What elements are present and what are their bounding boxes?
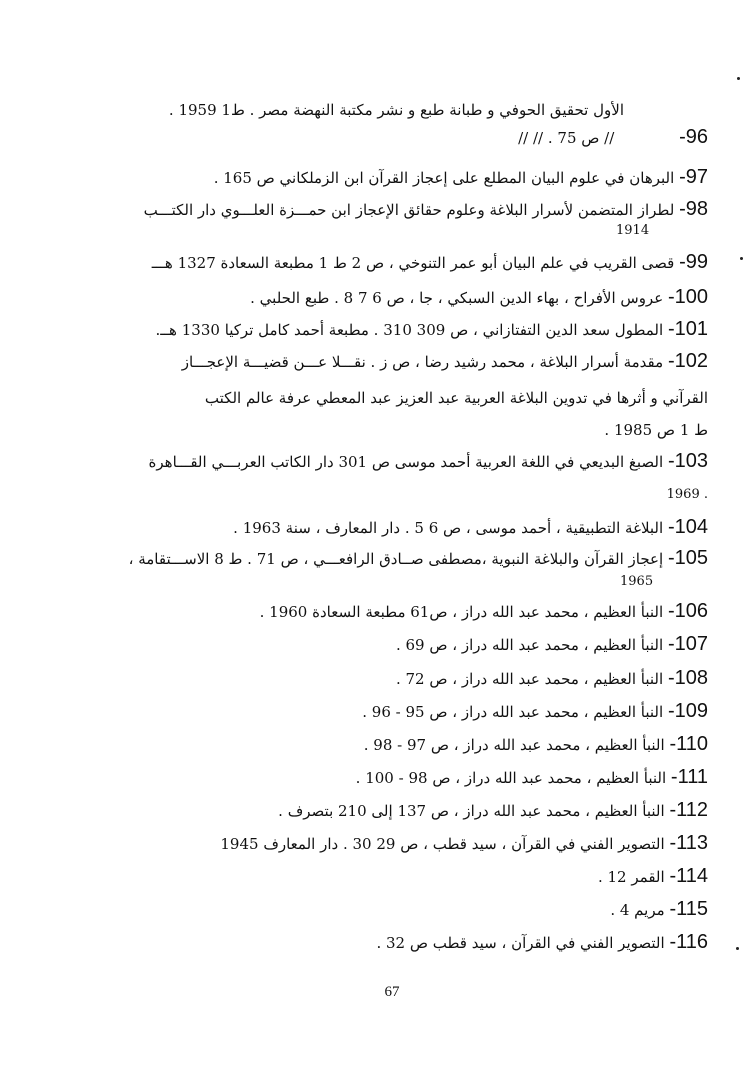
entry-108 [396,668,708,689]
entry-105 [129,548,708,569]
entry-text: التصوير الفني في القرآن ، سيد قطب ص 32 . [376,934,665,952]
entry-107 [396,634,708,655]
entry-number: 110- [669,733,708,755]
entry-number: 98- [679,198,708,220]
entry-number: 101- [667,318,708,340]
entry-text: المطول سعد الدين التفتازاني ، ص 309 310 . مطبعة أحمد كامل تركيا 1330 هــ. [155,321,664,339]
entry-number: 106- [667,600,708,622]
entry-number: 99- [679,251,708,273]
entry-number: 107- [667,633,708,655]
entry-116 [376,932,708,953]
entry-text: مقدمة أسرار البلاغة ، محمد رشيد رضا ، ص ز . نقـــلا عـــن قضيـــة الإعجـــاز [181,353,664,371]
entry-number: 111- [670,766,708,788]
entry-text: القمر 12 . [597,868,665,886]
entry-113 [220,833,708,854]
entry-text: النبأ العظيم ، محمد عبد الله دراز ، ص 69 . [395,636,664,654]
entry-text: البرهان في علوم البيان المطلع على إعجاز القرآن ابن الزملكاني ص 165 . [213,169,675,187]
entry-number: 96- [679,126,708,148]
entry-text: النبأ العظيم ، محمد عبد الله دراز ، ص61 مطبعة السعادة 1960 . [259,603,664,621]
entry-number: 97- [679,166,708,188]
entry-text: النبأ العظيم ، محمد عبد الله دراز ، ص 137 إلى 210 بتصرف . [278,802,665,820]
scan-mark [740,257,743,260]
entry-text: النبأ العظيم ، محمد عبد الله دراز ، ص 98 - 100 . [355,769,667,787]
entry-number: 100- [667,286,708,308]
entry-105-continuation: 1965 [620,574,654,589]
entry-97 [214,167,708,188]
entry-number: 109- [667,700,708,722]
entry-number: 108- [667,667,708,689]
entry-99 [152,252,708,273]
entry-96 [518,127,708,148]
entry-text: إعجاز القرآن والبلاغة النبوية ،مصطفى صــادق الرافعـــي ، ص 71 . ط 8 الاســـتقامة ، [128,550,664,568]
entry-98-continuation: 1914 [616,223,650,238]
entry-95-continuation: الأول تحقيق الحوفي و طبانة طبع و نشر مكتبة النهضة مصر . ط1 1959 . [168,101,624,119]
entry-text: الصبغ البديعي في اللغة العربية أحمد موسى ص 301 دار الكاتب العربـــي القـــاهرة [148,453,664,471]
entry-109 [362,701,708,722]
entry-number: 113- [669,832,708,854]
entry-text: قصى القريب في علم البيان أبو عمر التنوخي ، ص 2 ط 1 مطبعة السعادة 1327 هـــ [151,254,675,272]
entry-100 [250,287,708,308]
entry-102-continuation-1: القرآني و أثرها في تدوين البلاغة العربية عبد العزيز عبد المعطي عرفة عالم الكتب [204,389,708,407]
entry-102-continuation-2: ط 1 ص 1985 . [604,421,708,439]
entry-text: النبأ العظيم ، محمد عبد الله دراز ، ص 95 - 96 . [362,703,664,721]
entry-111 [356,767,708,788]
entry-number: 114- [669,865,708,887]
entry-103 [149,451,708,472]
entry-number: 104- [667,516,708,538]
entry-112 [278,800,708,821]
scan-mark [736,947,739,950]
entry-number: 112- [669,799,708,821]
entry-number: 102- [667,350,708,372]
entry-number: 103- [667,450,708,472]
page-number: 67 [384,984,400,1000]
entry-101 [155,319,708,340]
entry-text: البلاغة التطبيقية ، أحمد موسى ، ص 6 5 . دار المعارف ، سنة 1963 . [233,519,664,537]
entry-number: 105- [667,547,708,569]
entry-text: النبأ العظيم ، محمد عبد الله دراز ، ص 97 - 98 . [363,736,665,754]
scan-mark [737,77,740,80]
entry-114 [598,866,708,887]
entry-103-continuation: 1969 . [666,487,708,502]
entry-text: مريم 4 . [610,901,665,919]
entry-104 [233,517,708,538]
entry-number: 115- [669,898,708,920]
entry-number: 116- [669,931,708,953]
entry-text: عروس الأفراح ، بهاء الدين السبكي ، جا ، ص 6 7 8 . طبع الحلبي . [250,289,664,307]
entry-text: التصوير الفني في القرآن ، سيد قطب ، ص 29 30 . دار المعارف 1945 [220,835,665,853]
entry-102 [182,351,708,372]
entry-115 [610,899,708,920]
entry-106 [260,601,708,622]
entry-98 [144,199,708,220]
entry-text: النبأ العظيم ، محمد عبد الله دراز ، ص 72 . [395,670,664,688]
entry-text: لطراز المتضمن لأسرار البلاغة وعلوم حقائق الإعجاز ابن حمـــزة العلـــوي دار الكتـــب [143,201,675,219]
entry-text: // ص 75 . // // [518,129,615,147]
entry-110 [364,734,708,755]
